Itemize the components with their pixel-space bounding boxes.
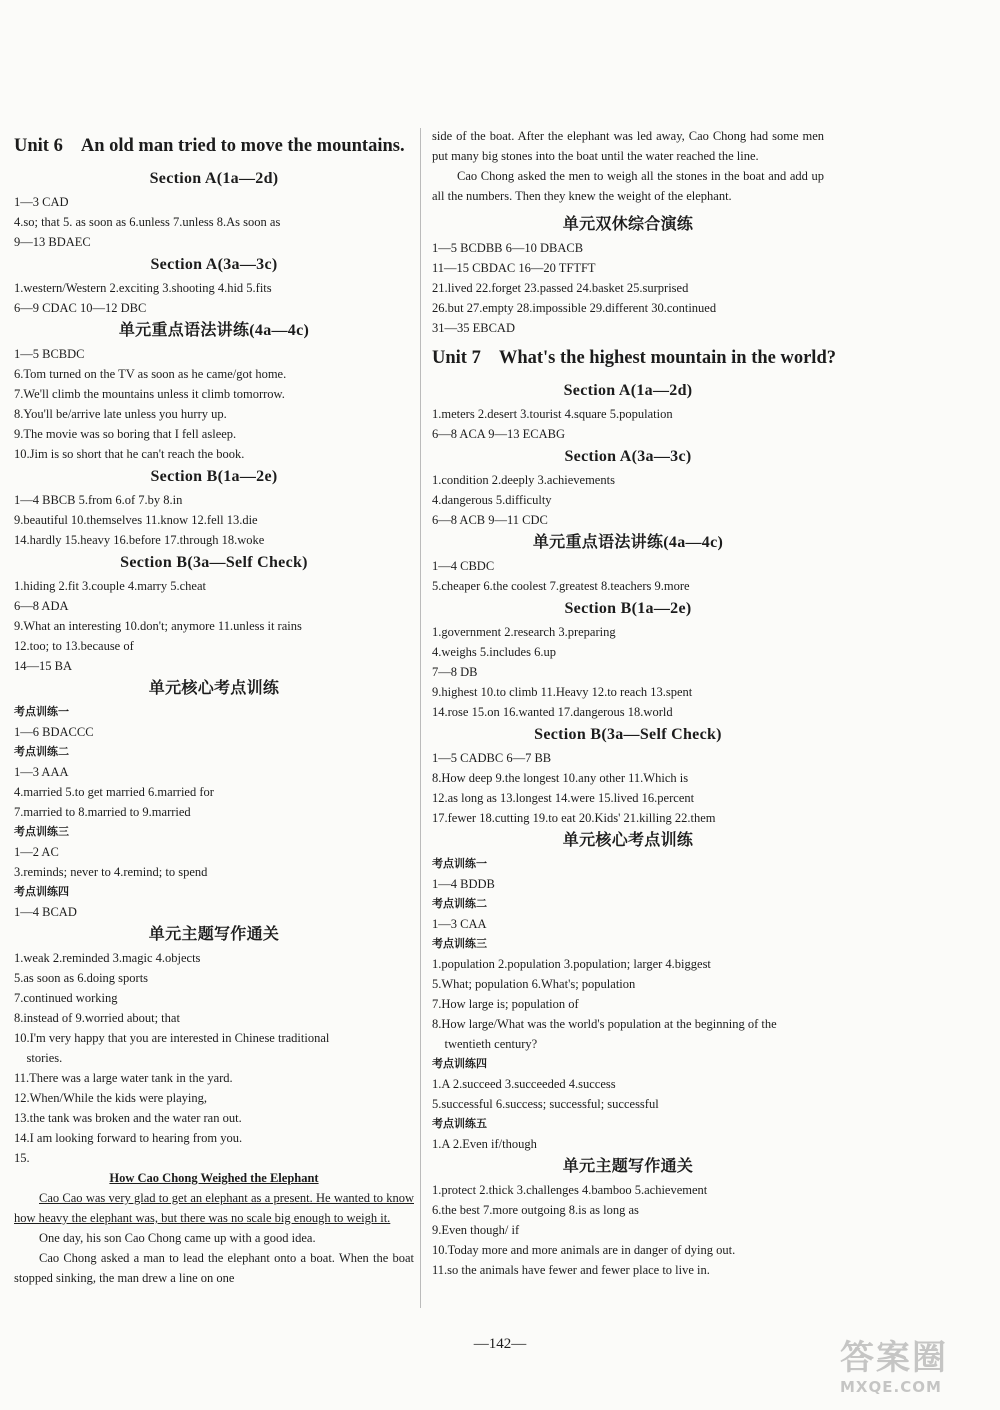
answer-line: 21.lived 22.forget 23.passed 24.basket 25.surprised — [432, 281, 689, 295]
answer-line: 1.western/Western 2.exciting 3.shooting 4.hid 5.fits — [14, 281, 272, 295]
answer-line: 1—3 CAD — [14, 195, 69, 209]
answer-line: 5.cheaper 6.the coolest 7.greatest 8.teachers 9.more — [432, 579, 690, 593]
answer-line: 4.dangerous 5.difficulty — [432, 493, 552, 507]
answer-line: 6—8 ADA — [14, 599, 69, 613]
answer-line: 9—13 BDAEC — [14, 235, 91, 249]
answer-line: 1—3 AAA — [14, 765, 69, 779]
answer-line: 7.We'll climb the mountains unless it climb tomorrow. — [14, 387, 285, 401]
subsection-label: 考点训练一 — [432, 857, 487, 870]
unit6-title: Unit 6 An old man tried to move the mountains. — [14, 136, 405, 156]
unit7-title: Unit 7 What's the highest mountain in the world? — [432, 348, 836, 368]
section-heading: Section B(3a—Self Check) — [120, 554, 308, 571]
answer-line: 1—4 BBCB 5.from 6.of 7.by 8.in — [14, 493, 183, 507]
answer-line: 1.government 2.research 3.preparing — [432, 625, 616, 639]
answer-line: 1.population 2.population 3.population; larger 4.biggest — [432, 957, 711, 971]
answer-line: 1—4 CBDC — [432, 559, 495, 573]
answer-line: twentieth century? — [432, 1037, 538, 1051]
subsection-label: 考点训练二 — [432, 897, 487, 910]
answer-line: 1—4 BCAD — [14, 905, 77, 919]
left-column — [14, 126, 414, 1288]
answer-line: 1—5 BCDBB 6—10 DBACB — [432, 241, 584, 255]
subsection-label: 考点训练一 — [14, 705, 69, 718]
answer-line: 14—15 BA — [14, 659, 72, 673]
essay-paragraph: Cao Cao was very glad to get an elephant as a present. He wanted to know how heavy the elephant was, but there was no scale big enough to weigh it. — [14, 1191, 414, 1225]
answer-line: 10.Jim is so short that he can't reach the book. — [14, 447, 245, 461]
section-heading: Section A(1a—2d) — [149, 170, 279, 187]
answer-line: 8.You'll be/arrive late unless you hurry up. — [14, 407, 227, 421]
section-heading: 单元核心考点训练 — [148, 680, 280, 697]
essay-paragraph: Cao Chong asked the men to weigh all the stones in the boat and add up all the numbers. Then they knew the weight of the elephant. — [432, 169, 824, 203]
answer-line: 1.A 2.Even if/though — [432, 1137, 537, 1151]
answer-line: 15. — [14, 1151, 30, 1165]
essay-paragraph: side of the boat. After the elephant was led away, Cao Chong had some men put many big stones into the boat until the water reached the line. — [432, 129, 824, 163]
answer-line: 9.The movie was so boring that I fell asleep. — [14, 427, 237, 441]
answer-line: 12.too; to 13.because of — [14, 639, 134, 653]
answer-line: 5.What; population 6.What's; population — [432, 977, 636, 991]
answer-line: 10.Today more and more animals are in danger of dying out. — [432, 1243, 736, 1257]
answer-line: 13.the tank was broken and the water ran out. — [14, 1111, 242, 1125]
answer-line: 7.How large is; population of — [432, 997, 579, 1011]
answer-line: 9.What an interesting 10.don't; anymore 11.unless it rains — [14, 619, 302, 633]
section-heading: 单元重点语法讲练(4a—4c) — [532, 534, 724, 551]
answer-line: 17.fewer 18.cutting 19.to eat 20.Kids' 21.killing 22.them — [432, 811, 716, 825]
right-column — [432, 126, 836, 1280]
answer-line: 31—35 EBCAD — [432, 321, 515, 335]
watermark-logo — [840, 1338, 988, 1396]
answer-line: 1—2 AC — [14, 845, 59, 859]
page-number: —142— — [473, 1336, 527, 1352]
section-heading: 单元重点语法讲练(4a—4c) — [118, 322, 310, 339]
answer-line: 9.Even though/ if — [432, 1223, 520, 1237]
answer-line: 11—15 CBDAC 16—20 TFTFT — [432, 261, 596, 275]
answer-line: 1.hiding 2.fit 3.couple 4.marry 5.cheat — [14, 579, 206, 593]
answer-line: 14.I am looking forward to hearing from you. — [14, 1131, 243, 1145]
answer-line: 7—8 DB — [432, 665, 478, 679]
subsection-label: 考点训练四 — [432, 1057, 487, 1070]
answer-line: 26.but 27.empty 28.impossible 29.different 30.continued — [432, 301, 717, 315]
answer-line: 10.I'm very happy that you are interested in Chinese traditional — [14, 1031, 330, 1045]
section-heading: Section A(3a—3c) — [150, 256, 278, 273]
answer-line: 8.instead of 9.worried about; that — [14, 1011, 180, 1025]
answer-line: 6—8 ACA 9—13 ECABG — [432, 427, 566, 441]
section-heading: Section B(1a—2e) — [564, 600, 692, 617]
answer-line: 1.meters 2.desert 3.tourist 4.square 5.population — [432, 407, 673, 421]
answer-line: 5.successful 6.success; successful; successful — [432, 1097, 659, 1111]
answer-line: 7.married to 8.married to 9.married — [14, 805, 191, 819]
answer-line: 4.weighs 5.includes 6.up — [432, 645, 556, 659]
essay-title: How Cao Chong Weighed the Elephant — [109, 1171, 319, 1185]
answer-line: 14.rose 15.on 16.wanted 17.dangerous 18.world — [432, 705, 673, 719]
answer-line: 11.so the animals have fewer and fewer place to live in. — [432, 1263, 710, 1277]
essay-paragraph: Cao Chong asked a man to lead the elephant onto a boat. When the boat stopped sinking, the man drew a line on one — [14, 1251, 414, 1285]
answer-line: 4.so; that 5. as soon as 6.unless 7.unless 8.As soon as — [14, 215, 281, 229]
watermark-text: 答案圈 — [840, 1338, 948, 1378]
answer-line: 4.married 5.to get married 6.married for — [14, 785, 214, 799]
answer-line: 3.reminds; never to 4.remind; to spend — [14, 865, 208, 879]
answer-line: 6.the best 7.more outgoing 8.is as long as — [432, 1203, 639, 1217]
section-heading: 单元双休综合演练 — [562, 216, 694, 233]
answer-line: 12.When/While the kids were playing, — [14, 1091, 207, 1105]
subsection-label: 考点训练三 — [14, 825, 69, 838]
section-heading: Section A(1a—2d) — [563, 382, 693, 399]
answer-line: 12.as long as 13.longest 14.were 15.lived 16.percent — [432, 791, 695, 805]
answer-line: 9.beautiful 10.themselves 11.know 12.fell 13.die — [14, 513, 258, 527]
answer-line: 6.Tom turned on the TV as soon as he came/got home. — [14, 367, 287, 381]
answer-line: stories. — [14, 1051, 63, 1065]
watermark-url: MXQE.COM — [840, 1378, 942, 1396]
answer-line: 1—6 BDACCC — [14, 725, 94, 739]
section-heading: 单元核心考点训练 — [562, 832, 694, 849]
subsection-label: 考点训练四 — [14, 885, 69, 898]
column-divider — [420, 128, 421, 1308]
answer-line: 14.hardly 15.heavy 16.before 17.through 18.woke — [14, 533, 265, 547]
answer-line: 7.continued working — [14, 991, 118, 1005]
answer-line: 1.weak 2.reminded 3.magic 4.objects — [14, 951, 201, 965]
section-heading: 单元主题写作通关 — [148, 926, 280, 943]
answer-line: 1.A 2.succeed 3.succeeded 4.success — [432, 1077, 616, 1091]
subsection-label: 考点训练二 — [14, 745, 69, 758]
section-heading: Section B(3a—Self Check) — [534, 726, 722, 743]
answer-line: 5.as soon as 6.doing sports — [14, 971, 149, 985]
answer-line: 6—8 ACB 9—11 CDC — [432, 513, 548, 527]
section-heading: Section B(1a—2e) — [150, 468, 278, 485]
answer-line: 6—9 CDAC 10—12 DBC — [14, 301, 147, 315]
answer-line: 11.There was a large water tank in the yard. — [14, 1071, 233, 1085]
answer-line: 8.How deep 9.the longest 10.any other 11.Which is — [432, 771, 689, 785]
answer-line: 9.highest 10.to climb 11.Heavy 12.to reach 13.spent — [432, 685, 693, 699]
answer-line: 1—5 BCBDC — [14, 347, 85, 361]
answer-line: 1—4 BDDB — [432, 877, 495, 891]
subsection-label: 考点训练五 — [432, 1117, 487, 1130]
subsection-label: 考点训练三 — [432, 937, 487, 950]
section-heading: 单元主题写作通关 — [562, 1158, 694, 1175]
answer-line: 1.condition 2.deeply 3.achievements — [432, 473, 615, 487]
section-heading: Section A(3a—3c) — [564, 448, 692, 465]
answer-line: 8.How large/What was the world's population at the beginning of the — [432, 1017, 777, 1031]
answer-line: 1—3 CAA — [432, 917, 487, 931]
answer-line: 1.protect 2.thick 3.challenges 4.bamboo 5.achievement — [432, 1183, 708, 1197]
answer-line: 1—5 CADBC 6—7 BB — [432, 751, 552, 765]
essay-paragraph: One day, his son Cao Chong came up with a good idea. — [39, 1231, 316, 1245]
